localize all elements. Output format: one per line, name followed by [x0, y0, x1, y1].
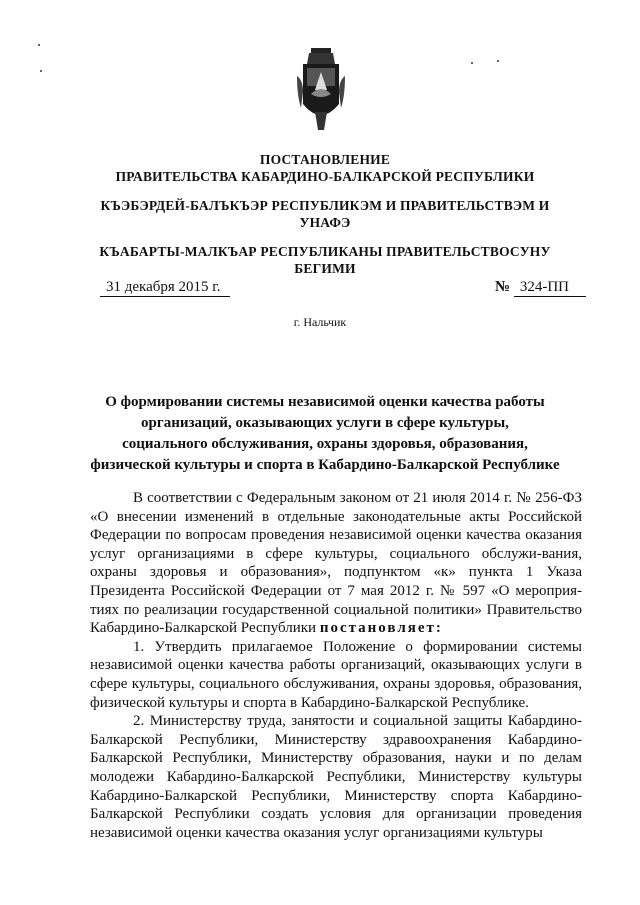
coat-of-arms-icon — [297, 46, 345, 134]
title-line: ПОСТАНОВЛЕНИЕ — [259, 152, 391, 167]
kabardian-title-line: КЪЭБЭРДЕЙ-БАЛЪКЪЭР РЕСПУБЛИКЭМ И ПРАВИТЕЛЬСТВЭМ И — [100, 198, 550, 213]
preamble-text: В соответствии с Федеральным законом от 21 июля 2014 г. № 256-ФЗ «О внесении изменений в отдельные законодательные акты Российской Федерации по вопросам проведения независимой оценки качества оказания услуг организациями в сфере культуры, социального обслужи-вания, охраны здоровья и образования», подпунктом «к» пункта 1 Указа Президента Российской Федерации от 7 мая 2012 г. № 597 «О мероприя-тиях по реализации государственной социальной политики» Правительство Кабардино-Балкарской Республики — [90, 490, 582, 637]
subject-line: О формировании системы независимой оценки качества работы — [105, 394, 545, 410]
kabardian-title-line: УНАФЭ — [299, 215, 351, 230]
preamble-paragraph — [90, 489, 582, 638]
document-subject — [90, 392, 560, 476]
title-block — [90, 151, 560, 185]
scan-speck — [40, 70, 42, 72]
balkar-title-block — [90, 243, 560, 277]
scan-speck — [471, 62, 473, 64]
balkar-title-line: БЕГИМИ — [294, 261, 356, 276]
subject-line: физической культуры и спорта в Кабардино-Балкарской Республике — [90, 457, 560, 473]
document-date — [100, 279, 230, 297]
date-value: 31 декабря 2015 г. — [100, 279, 230, 297]
item-2-paragraph: 2. Министерству труда, занятости и социальной защиты Кабардино-Балкарской Республики, Министерству здравоохранения Кабардино-Балкарской Республики, Министерству образования, науки и по делам молодежи Кабардино-Балкарской Республики, Министерству культуры Кабардино-Балкарской Республики, Министерству спорта Кабардино-Балкарской Республики создать условия для организации проведения независимой оценки качества оказания услуг организациями культуры — [90, 713, 582, 841]
kabardian-title-block — [90, 197, 560, 231]
number-value: 324-ПП — [514, 279, 586, 297]
item-1-paragraph: 1. Утвердить прилагаемое Положение о формировании системы независимой оценки качества работы организаций, оказывающих услуги в сфере культуры, социального обслуживания, охраны здоровья, образования, физической культуры и спорта в Кабардино-Балкарской Республике. — [90, 638, 582, 711]
city-label: г. Нальчик — [293, 315, 347, 329]
decree-word: постановляет: — [319, 620, 443, 637]
title-line: ПРАВИТЕЛЬСТВА КАБАРДИНО-БАЛКАРСКОЙ РЕСПУБЛИКИ — [115, 169, 535, 184]
scan-speck — [38, 44, 40, 46]
scan-speck — [497, 60, 499, 62]
number-label: № — [495, 279, 511, 295]
subject-line: социального обслуживания, охраны здоровья, образования, — [122, 436, 528, 452]
balkar-title-line: КЪАБАРТЫ-МАЛКЪАР РЕСПУБЛИКАНЫ ПРАВИТЕЛЬСТВОСУНУ — [99, 244, 551, 259]
subject-line: организаций, оказывающих услуги в сфере культуры, — [141, 415, 509, 431]
document-body — [90, 489, 582, 842]
document-number — [495, 279, 586, 297]
